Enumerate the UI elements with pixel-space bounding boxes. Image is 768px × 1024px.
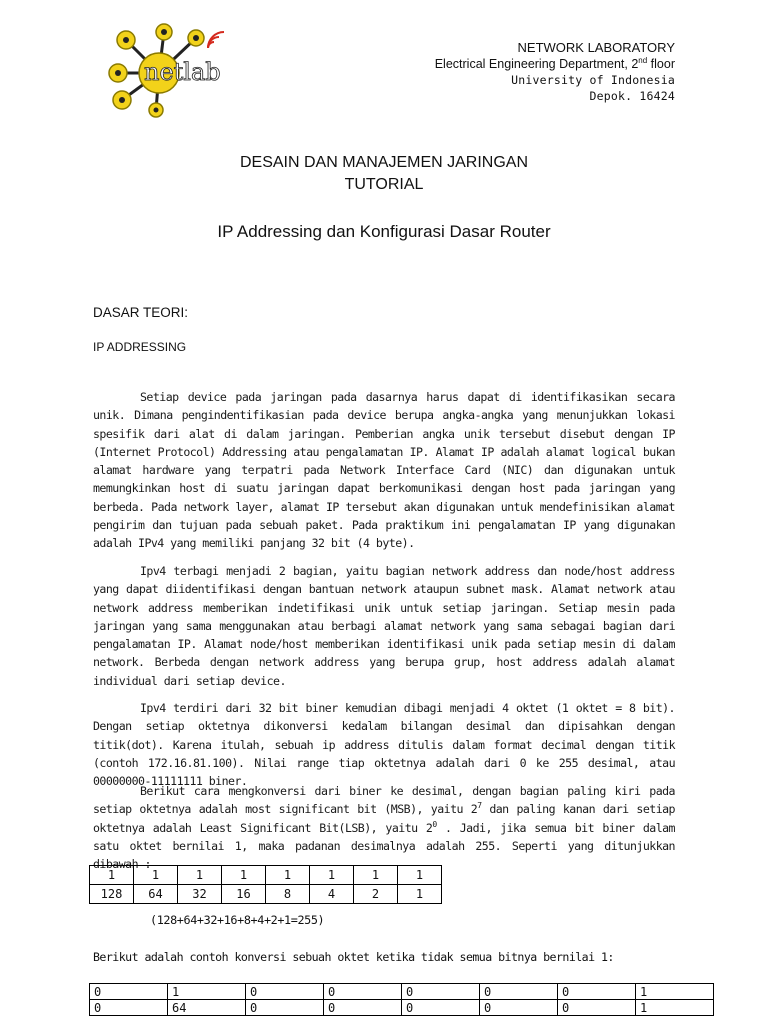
netlab-logo (104, 18, 234, 118)
paragraph-4-part-b: dan paling kanan dari setiap oktetnya adalah Least Significant Bit(LSB), yaitu 2 (93, 802, 675, 835)
bit-cell: 1 (310, 866, 354, 885)
department-floor-sup: nd (638, 56, 648, 65)
value-cell: 2 (354, 885, 398, 904)
bit-cell: 1 (168, 984, 246, 1000)
value-cell: 0 (90, 1000, 168, 1016)
university-name: University of Indonesia (511, 73, 675, 87)
example-intro: Berikut adalah contoh konversi sebuah oktet ketika tidak semua bitnya bernilai 1: (93, 950, 614, 964)
bit-cell: 1 (354, 866, 398, 885)
value-cell: 32 (178, 885, 222, 904)
bit-cell: 1 (266, 866, 310, 885)
bit-cell: 0 (90, 984, 168, 1000)
msb-exponent: 7 (477, 801, 482, 811)
paragraph-4-part-a: Berikut cara mengkonversi dari biner ke desimal, dengan bagian paling kiri pada setiap oktetnya adalah most significant bit (MSB), yaitu 2 (93, 784, 675, 817)
value-cell: 1 (398, 885, 442, 904)
lab-address-block (435, 40, 675, 104)
value-cell: 0 (324, 1000, 402, 1016)
paragraph-2-text: Ipv4 terbagi menjadi 2 bagian, yaitu bagian network address dan node/host address yang dapat diidentifikasi dengan bantuan network ataupun subnet mask. Alamat network atau network address memberikan indetifikasi unik untuk setiap jaringan. Setiap mesin pada jaringan yang sama menggunakan atau berbagi alamat network yang sama sebagai bagian dari pengalamatan IP. Alamat node/host memberikan identifikasi unik pada setiap mesin di dalam network. Berbeda dengan network address yang berupa grup, host address adalah alamat individual dari setiap device. (93, 564, 675, 688)
subsection-heading-ip-addressing: IP ADDRESSING (93, 340, 187, 354)
example-octet-table (89, 983, 714, 1016)
bit-sum-formula: (128+64+32+16+8+4+2+1=255) (150, 913, 325, 927)
paragraph-1-text: Setiap device pada jaringan pada dasarnya harus dapat di identifikasikan secara unik. Dimana pengindentifikasian pada device berupa angka-angka yang menunjukkan lokasi spesifik dari alat di dalam jaringan. Pemberian angka unik tersebut disebut dengan IP (Internet Protocol) Addressing atau pengalamatan IP. Alamat IP adalah alamat logical bukan alamat hardware yang terpatri pada Network Interface Card (NIC) dan digunakan untuk memungkinkan host di suatu jaringan dapat berkomunikasi dengan host pada jaringan yang berbeda. Pada network layer, alamat IP tersebut akan digunakan untuk mendefinisikan alamat pengirim dan tujuan pada sebuah paket. Pada praktikum ini pengalamatan IP yang digunakan adalah IPv4 yang memiliki panjang 32 bit (4 byte). (93, 390, 675, 551)
tutorial-label: TUTORIAL (344, 176, 424, 193)
department-text: Electrical Engineering Department, 2 (434, 57, 639, 71)
paragraph-4-text (93, 782, 675, 873)
paragraph-4 (93, 782, 675, 873)
value-cell: 0 (558, 1000, 636, 1016)
table-row-values (90, 1000, 714, 1016)
table-row-bits (90, 984, 714, 1000)
course-title: DESAIN DAN MANAJEMEN JARINGAN (239, 154, 529, 171)
paragraph-3-text: Ipv4 terdiri dari 32 bit biner kemudian dibagi menjadi 4 oktet (1 oktet = 8 bit). Dengan setiap oktetnya dikonversi kedalam bilangan desimal dan dipisahkan dengan titik(dot). Karena itulah, sebuah ip address ditulis dalam format decimal dengan titik (contoh 172.16.81.100). Nilai range tiap oktetnya adalah dari 0 ke 255 desimal, atau 00000000-11111111 biner. (93, 701, 675, 789)
paragraph-4-part-c: . Jadi, jika semua bit biner dalam satu oktet bernilai 1, maka padanan desimalnya adalah 255. Seperti yang ditunjukkan dibawah : (93, 820, 675, 872)
value-cell: 64 (134, 885, 178, 904)
department-floor: floor (647, 57, 675, 71)
bit-cell: 0 (558, 984, 636, 1000)
value-cell: 0 (402, 1000, 480, 1016)
paragraph-2 (93, 562, 675, 690)
bit-cell: 0 (324, 984, 402, 1000)
value-cell: 0 (480, 1000, 558, 1016)
value-cell: 16 (222, 885, 266, 904)
bit-cell: 1 (90, 866, 134, 885)
value-cell: 8 (266, 885, 310, 904)
topic-title: IP Addressing dan Konfigurasi Dasar Router (217, 222, 551, 241)
bit-cell: 1 (398, 866, 442, 885)
value-cell: 4 (310, 885, 354, 904)
bit-cell: 1 (134, 866, 178, 885)
bit-cell: 1 (636, 984, 714, 1000)
bit-value-table (89, 865, 442, 904)
logo-wordmark: netlab (144, 58, 221, 86)
lsb-exponent: 0 (432, 819, 437, 829)
value-cell: 1 (636, 1000, 714, 1016)
value-cell: 0 (246, 1000, 324, 1016)
paragraph-3 (93, 699, 675, 790)
table-row-bits (90, 866, 442, 885)
bit-cell: 0 (402, 984, 480, 1000)
bit-cell: 1 (178, 866, 222, 885)
table-row-values (90, 885, 442, 904)
city-postcode: Depok. 16424 (589, 89, 675, 103)
paragraph-1 (93, 388, 675, 553)
lab-name: NETWORK LABORATORY (517, 40, 675, 55)
value-cell: 64 (168, 1000, 246, 1016)
section-heading-dasar-teori: DASAR TEORI: (93, 305, 189, 320)
value-cell: 128 (90, 885, 134, 904)
bit-cell: 1 (222, 866, 266, 885)
bit-cell: 0 (480, 984, 558, 1000)
bit-cell: 0 (246, 984, 324, 1000)
department-line (435, 56, 675, 72)
